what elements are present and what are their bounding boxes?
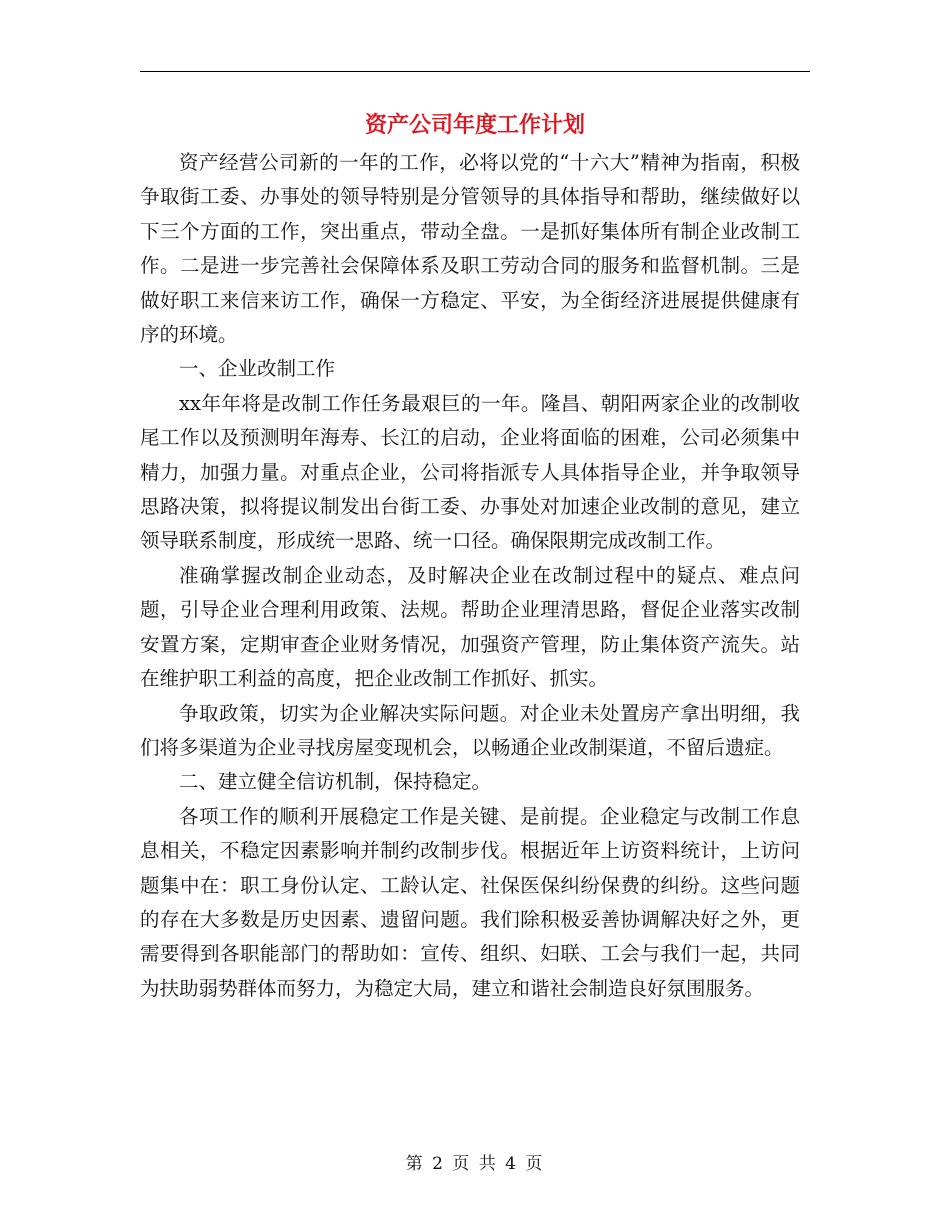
paragraph-reform-1: xx年年将是改制工作任务最艰巨的一年。隆昌、朝阳两家企业的改制收尾工作以及预测明年海寿、长江的启动，企业将面临的困难，公司必须集中精力，加强力量。对重点企业，公司将指派专人具体指导企业，并争取领导思路决策，拟将提议制发出台街工委、办事处对加速企业改制的意见，建立领导联系制度，形成统一思路、统一口径。确保限期完成改制工作。 <box>140 391 800 553</box>
document-body <box>140 146 800 1006</box>
paragraph-reform-2: 准确掌握改制企业动态，及时解决企业在改制过程中的疑点、难点问题，引导企业合理利用政策、法规。帮助企业理清思路，督促企业落实改制安置方案，定期审查企业财务情况，加强资产管理，防止集体资产流失。站在维护职工利益的高度，把企业改制工作抓好、抓实。 <box>140 563 800 691</box>
paragraph-reform-3: 争取政策，切实为企业解决实际问题。对企业未处置房产拿出明细，我们将多渠道为企业寻找房屋变现机会，以畅通企业改制渠道，不留后遗症。 <box>140 701 800 759</box>
page-number: 第 2 页 共 4 页 <box>405 1154 545 1174</box>
section-heading-2: 二、建立健全信访机制，保持稳定。 <box>179 770 492 794</box>
paragraph-intro: 资产经营公司新的一年的工作，必将以党的“十六大”精神为指南，积极争取街工委、办事处的领导特别是分管领导的具体指导和帮助，继续做好以下三个方面的工作，突出重点，带动全盘。一是抓好集体所有制企业改制工作。二是进一步完善社会保障体系及职工劳动合同的服务和监督机制。三是做好职工来信来访工作，确保一方稳定、平安，为全街经济进展提供健康有序的环境。 <box>140 151 800 347</box>
paragraph-stability: 各项工作的顺利开展稳定工作是关键、是前提。企业稳定与改制工作息息相关，不稳定因素影响并制约改制步伐。根据近年上访资料统计，上访问题集中在：职工身份认定、工龄认定、社保医保纠纷保费的纠纷。这些问题的存在大多数是历史因素、遗留问题。我们除积极妥善协调解决好之外，更需要得到各职能部门的帮助如：宣传、组织、妇联、工会与我们一起，共同为扶助弱势群体而努力，为稳定大局，建立和谐社会制造良好氛围服务。 <box>140 804 800 1000</box>
section-heading-1: 一、企业改制工作 <box>179 357 336 381</box>
document-title: 资产公司年度工作计划 <box>364 112 585 138</box>
header-rule <box>140 71 810 72</box>
